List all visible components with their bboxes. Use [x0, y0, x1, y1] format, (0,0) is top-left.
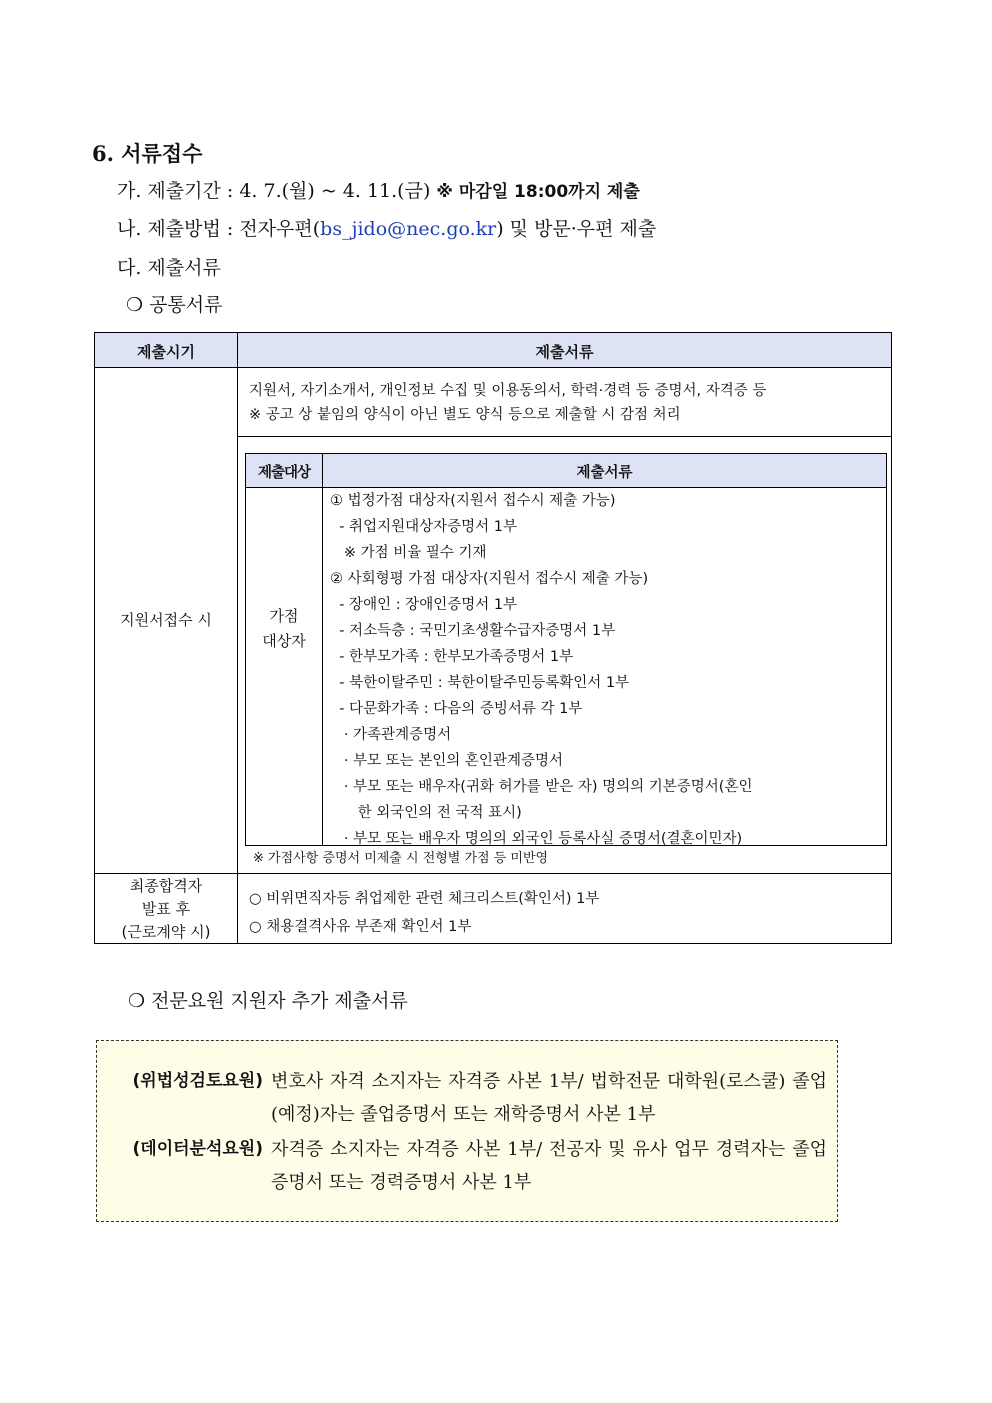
bonus-table: [245, 453, 887, 846]
list-item: 한 외국인의 전 국적 표시): [330, 805, 522, 821]
email-address: bs_jido@nec.go.kr: [320, 218, 497, 240]
final-doc-item: ○ 채용결격사유 부존재 확인서 1부: [249, 919, 472, 935]
deadline-note: ※ 마감일 18:00까지 제출: [436, 182, 640, 202]
list-item: ※ 가점 비율 필수 기재: [330, 545, 487, 561]
expert-row-legal: [115, 1065, 827, 1131]
desc-legal-review: 변호사 자격 소지자는 자격증 사본 1부/ 법학전문 대학원(로스쿨) 졸업(예정)자는 졸업증명서 또는 재학증명서 사본 1부: [271, 1071, 827, 1125]
header-submit-time: 제출시기: [137, 343, 195, 361]
expert-row-data: [115, 1133, 827, 1199]
final-docs-cell: [249, 885, 599, 941]
common-docs-note: ※ 공고 상 붙임의 양식이 아닌 별도 양식 등으로 제출할 시 감점 처리: [249, 407, 681, 423]
common-docs-text: 지원서, 자기소개서, 개인정보 수집 및 이용동의서, 학력·경력 등 증명서, 자격증 등: [249, 383, 767, 399]
documents-table: [94, 332, 892, 944]
list-item: - 취업지원대상자증명서 1부: [330, 519, 517, 535]
row-final-time: [95, 875, 237, 944]
list-item: - 장애인 : 장애인증명서 1부: [330, 597, 518, 613]
table-header: [95, 333, 891, 368]
target-line1: 가점: [269, 607, 299, 625]
bonus-table-header: [246, 454, 886, 488]
submission-method: [117, 214, 656, 241]
bonus-doc-list: [330, 488, 752, 852]
bonus-target-cell: [246, 604, 322, 654]
common-docs-label: ❍ 공통서류: [126, 294, 223, 316]
role-data-analysis: (데이터분석요원): [132, 1139, 263, 1159]
header-bonus-docs: 제출서류: [576, 465, 633, 481]
list-item: · 부모 또는 배우자(귀화 허가를 받은 자) 명의의 기본증명서(혼인: [330, 779, 753, 795]
header-submit-docs: 제출서류: [535, 343, 594, 361]
common-docs-cell: [249, 379, 766, 427]
section-title: 6. 서류접수: [92, 141, 203, 166]
list-item: ① 법정가점 대상자(지원서 접수시 제출 가능): [330, 493, 616, 509]
bonus-note: ※ 가점사항 증명서 미제출 시 전형별 가점 등 미반영: [253, 851, 549, 866]
header-target: 제출대상: [257, 465, 311, 481]
list-item: - 다문화가족 : 다음의 증빙서류 각 1부: [330, 701, 583, 717]
list-item: - 한부모가족 : 한부모가족증명서 1부: [330, 649, 574, 665]
target-line2: 대상자: [262, 632, 306, 650]
method-suffix: ) 및 방문·우편 제출: [496, 218, 657, 240]
list-item: - 저소득층 : 국민기초생활수급자증명서 1부: [330, 623, 616, 639]
final-doc-item: ○ 비위면직자등 취업제한 관련 체크리스트(확인서) 1부: [249, 891, 600, 907]
row-application-time: 지원서접수 시: [120, 611, 212, 629]
method-prefix: 나. 제출방법 : 전자우편(: [117, 218, 321, 240]
submission-period: [117, 176, 640, 203]
period-label: 가. 제출기간 : 4. 7.(월) ~ 4. 11.(금): [117, 180, 431, 202]
list-item: · 부모 또는 본인의 혼인관계증명서: [330, 753, 563, 769]
documents-label: 다. 제출서류: [117, 257, 221, 279]
role-legal-review: (위법성검토요원): [132, 1071, 263, 1091]
desc-data-analysis: 자격증 소지자는 자격증 사본 1부/ 전공자 및 유사 업무 경력자는 졸업증명서 또는 경력증명서 사본 1부: [271, 1139, 827, 1193]
expert-docs-title: ❍ 전문요원 지원자 추가 제출서류: [128, 990, 408, 1012]
list-item: - 북한이탈주민 : 북한이탈주민등록확인서 1부: [330, 675, 630, 691]
final-time-line1: 최종합격자: [129, 877, 203, 895]
expert-docs-box: [96, 1040, 838, 1222]
final-time-line3: (근로계약 시): [121, 923, 211, 941]
list-item: · 부모 또는 배우자 명의의 외국인 등록사실 증명서(결혼이민자): [330, 831, 743, 847]
final-time-line2: 발표 후: [141, 900, 191, 918]
list-item: ② 사회형평 가점 대상자(지원서 접수시 제출 가능): [330, 571, 649, 587]
list-item: · 가족관계증명서: [330, 727, 452, 743]
